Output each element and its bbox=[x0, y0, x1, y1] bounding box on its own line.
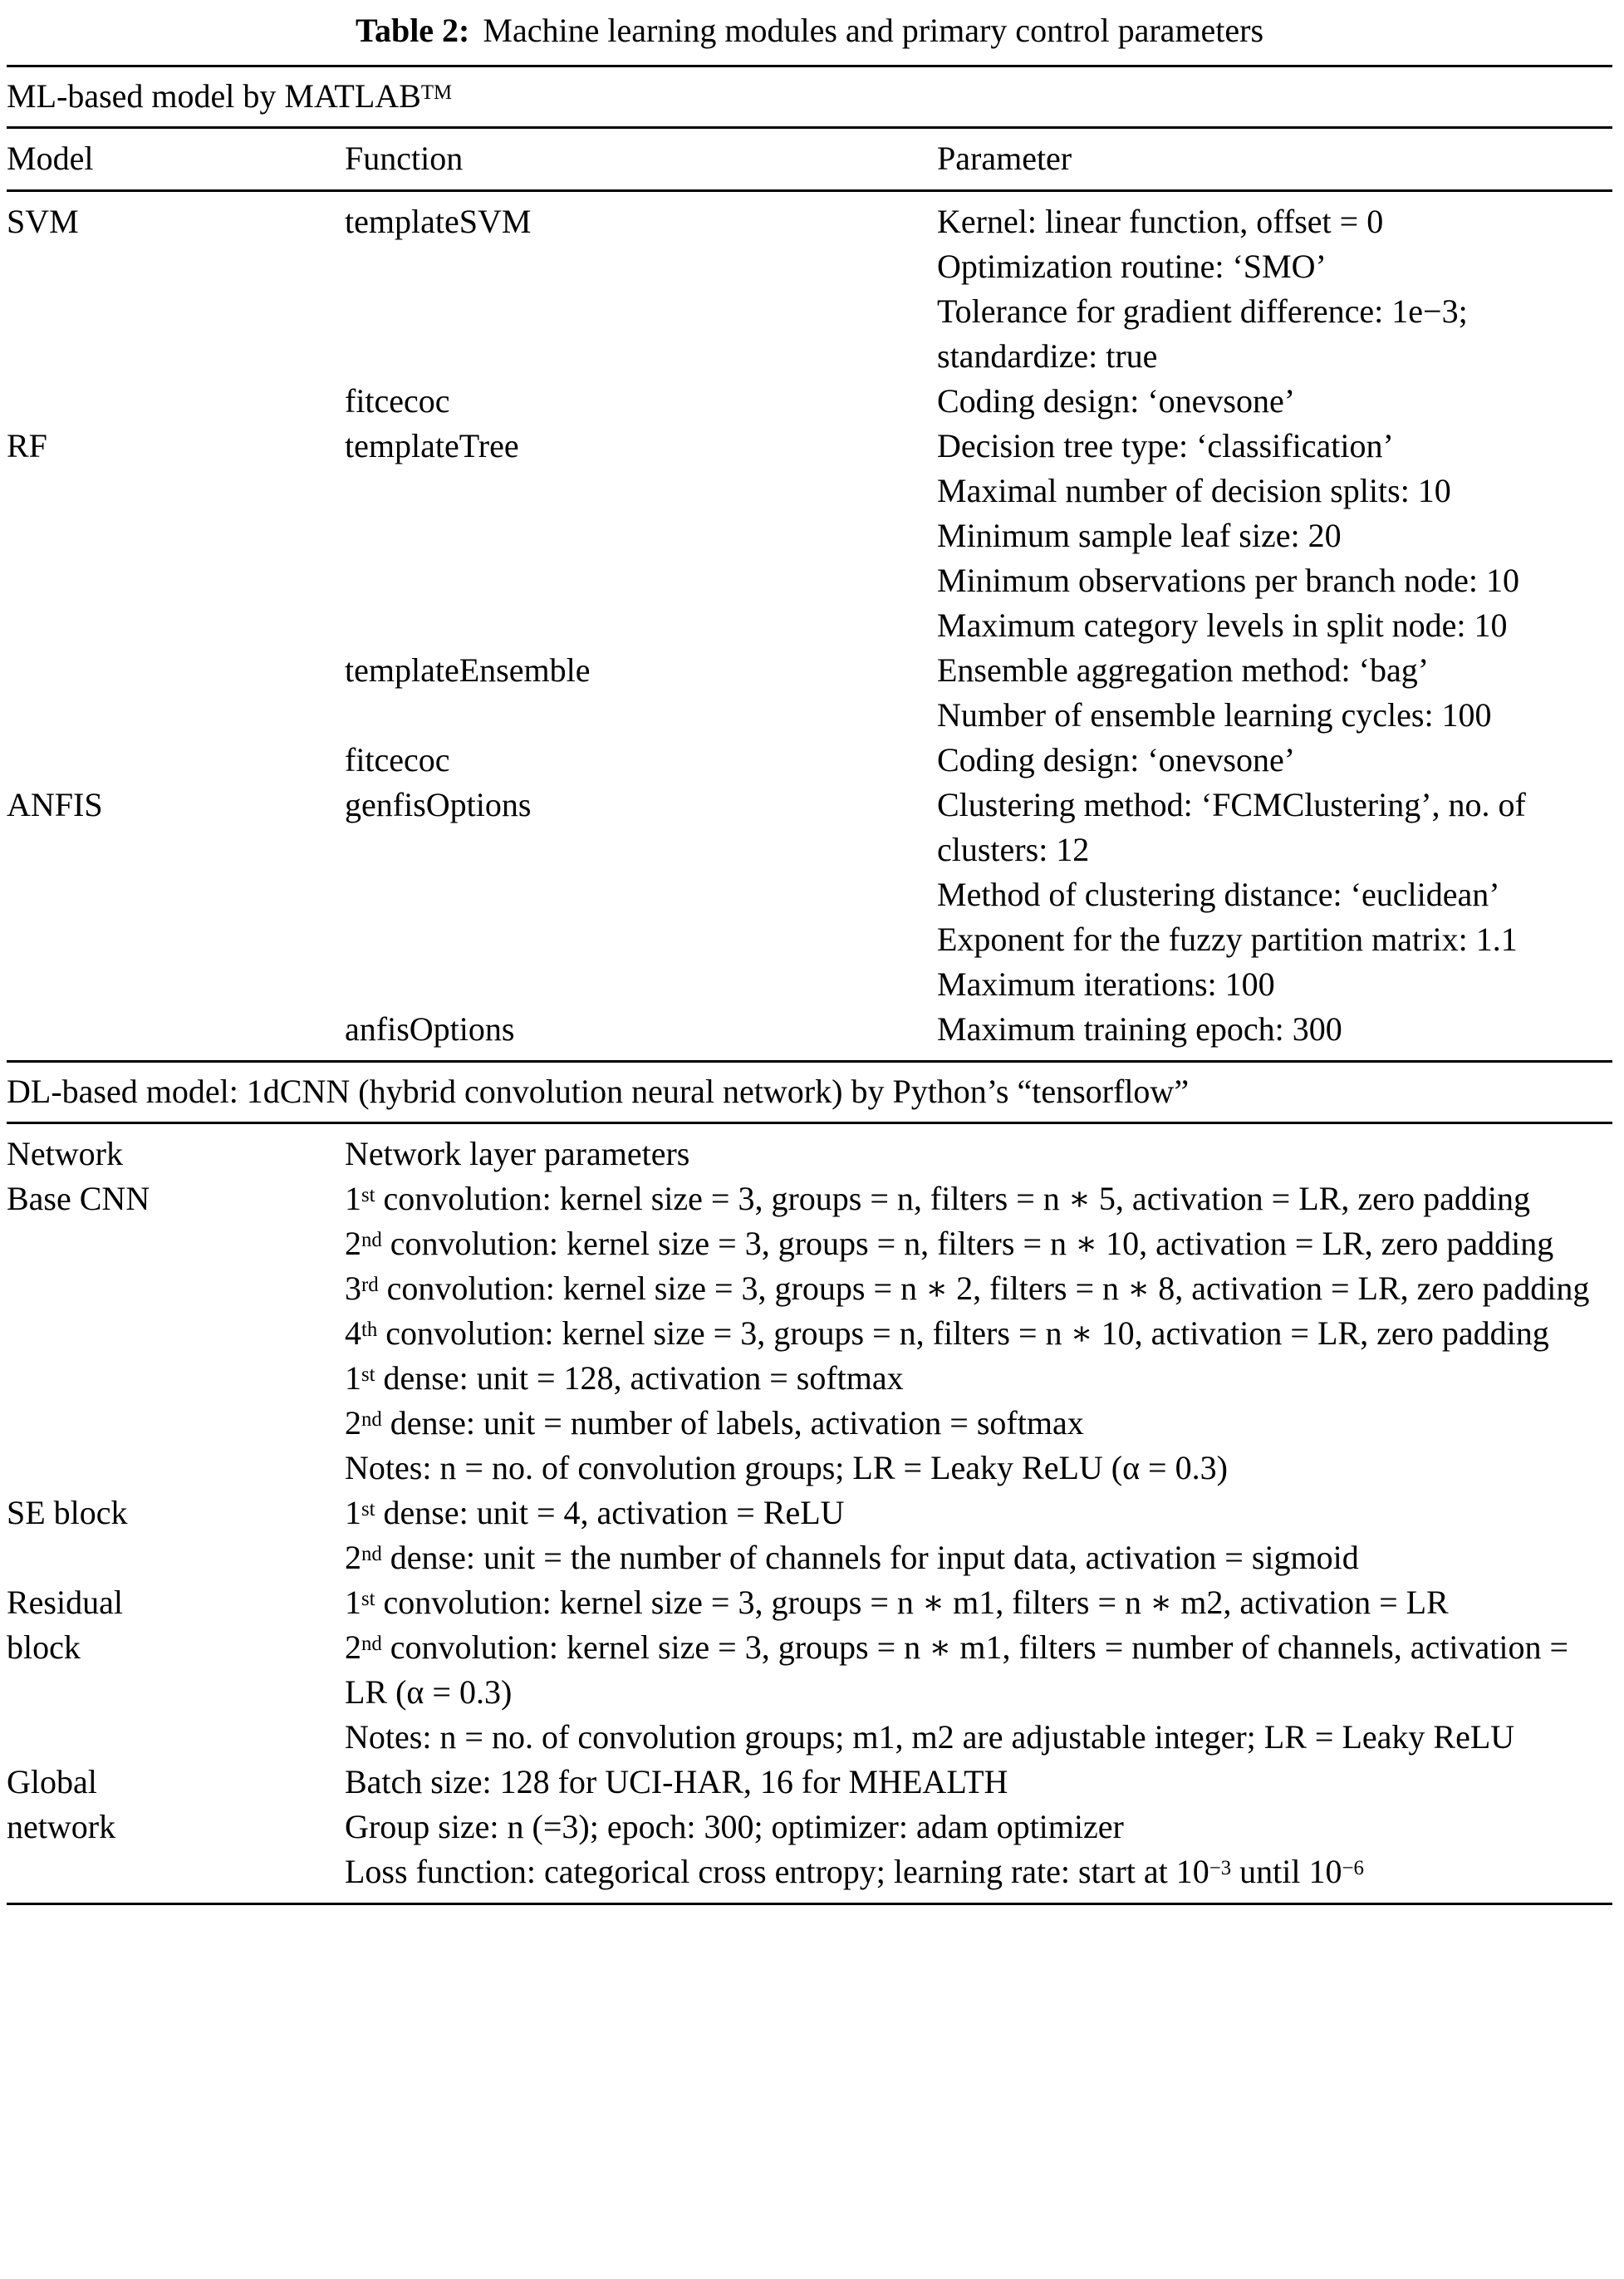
dl-table-body bbox=[7, 1124, 1612, 1903]
function-cell: templateSVM bbox=[345, 203, 532, 240]
model-cell bbox=[7, 648, 345, 738]
parameter-line: Maximum iterations: 100 bbox=[937, 965, 1275, 1003]
parameter-line: 2nd dense: unit = number of labels, activation = softmax bbox=[345, 1404, 1084, 1442]
network-cell: Residual block bbox=[7, 1584, 123, 1666]
table-row-se-block bbox=[7, 1491, 1612, 1580]
table-number-label: Table 2: bbox=[355, 12, 470, 49]
parameter-cell bbox=[345, 1176, 1612, 1491]
model-cell bbox=[7, 1007, 345, 1052]
model-cell bbox=[7, 379, 345, 424]
parameter-line: 1st dense: unit = 4, activation = ReLU bbox=[345, 1494, 845, 1531]
model-cell: RF bbox=[7, 427, 47, 464]
parameter-line: Decision tree type: ‘classification’ bbox=[937, 427, 1394, 464]
parameter-line: Maximum category levels in split node: 10 bbox=[937, 607, 1508, 644]
parameter-line: Notes: n = no. of convolution groups; m1, m2 are adjustable integer; LR = Leaky ReLU bbox=[345, 1718, 1515, 1756]
rule-bottom bbox=[7, 1903, 1612, 1905]
model-cell: ANFIS bbox=[7, 786, 103, 823]
table-caption-text: Machine learning modules and primary control parameters bbox=[483, 12, 1264, 49]
table-row-anfis-anfisoptions bbox=[7, 1007, 1612, 1052]
parameter-cell bbox=[345, 1580, 1612, 1760]
ml-column-header-row bbox=[7, 129, 1612, 189]
function-cell: templateTree bbox=[345, 427, 519, 464]
parameter-line: Notes: n = no. of convolution groups; LR = Leaky ReLU (α = 0.3) bbox=[345, 1449, 1228, 1486]
parameter-cell bbox=[345, 1491, 1612, 1580]
parameter-line: Group size: n (=3); epoch: 300; optimizer: adam optimizer bbox=[345, 1808, 1124, 1845]
table-caption bbox=[7, 7, 1612, 65]
parameter-cell bbox=[937, 1007, 1612, 1052]
parameter-line: Optimization routine: ‘SMO’ bbox=[937, 248, 1327, 285]
col-header-model: Model bbox=[7, 140, 94, 177]
table-row-svm-templatesvm bbox=[7, 199, 1612, 379]
network-cell: Global network bbox=[7, 1763, 116, 1845]
parameter-cell bbox=[345, 1760, 1612, 1894]
parameter-line: Number of ensemble learning cycles: 100 bbox=[937, 696, 1492, 734]
table-row-anfis-genfisoptions bbox=[7, 783, 1612, 1007]
network-cell: SE block bbox=[7, 1494, 128, 1531]
function-cell: genfisOptions bbox=[345, 786, 532, 823]
dl-column-header-row bbox=[7, 1132, 1612, 1176]
ml-section-header: ML-based model by MATLAB™ bbox=[7, 77, 453, 115]
parameter-line: 2nd convolution: kernel size = 3, groups = n ∗ m1, filters = number of channels, activation = LR (α = 0.3) bbox=[345, 1628, 1569, 1711]
parameter-line: Ensemble aggregation method: ‘bag’ bbox=[937, 651, 1430, 689]
parameter-cell bbox=[937, 424, 1612, 648]
parameter-line: 2nd convolution: kernel size = 3, groups = n, filters = n ∗ 10, activation = LR, zero padding bbox=[345, 1225, 1554, 1262]
function-cell: templateEnsemble bbox=[345, 651, 591, 689]
parameter-line: Minimum sample leaf size: 20 bbox=[937, 517, 1342, 554]
parameter-line: 1st convolution: kernel size = 3, groups = n, filters = n ∗ 5, activation = LR, zero padding bbox=[345, 1180, 1531, 1217]
col-header-function: Function bbox=[345, 140, 464, 177]
parameter-line: 2nd dense: unit = the number of channels for input data, activation = sigmoid bbox=[345, 1539, 1359, 1576]
parameter-line: Minimum observations per branch node: 10 bbox=[937, 562, 1519, 599]
parameter-line: Maximum training epoch: 300 bbox=[937, 1010, 1342, 1048]
parameter-line: Coding design: ‘onevsone’ bbox=[937, 741, 1296, 778]
dl-section-header: DL-based model: 1dCNN (hybrid convolution neural network) by Python’s “tensorflow” bbox=[7, 1073, 1190, 1110]
parameter-cell bbox=[937, 199, 1612, 379]
network-cell: Base CNN bbox=[7, 1180, 150, 1217]
parameter-line: 3rd convolution: kernel size = 3, groups = n ∗ 2, filters = n ∗ 8, activation = LR, zero padding bbox=[345, 1270, 1590, 1307]
function-cell: anfisOptions bbox=[345, 1010, 515, 1048]
parameter-line: 1st dense: unit = 128, activation = softmax bbox=[345, 1359, 904, 1397]
parameter-line: 1st convolution: kernel size = 3, groups = n ∗ m1, filters = n ∗ m2, activation = LR bbox=[345, 1584, 1449, 1621]
parameter-cell bbox=[937, 648, 1612, 738]
parameter-line: Kernel: linear function, offset = 0 bbox=[937, 203, 1384, 240]
table-row-base-cnn bbox=[7, 1176, 1612, 1491]
parameter-line: Coding design: ‘onevsone’ bbox=[937, 382, 1296, 420]
model-cell bbox=[7, 738, 345, 783]
parameter-line: Loss function: categorical cross entropy; learning rate: start at $10^{-3}$ until $10^{-6}$ bbox=[345, 1853, 1364, 1890]
parameter-line: Tolerance for gradient difference: 1e−3; standardize: true bbox=[937, 292, 1468, 375]
table-row-global-network bbox=[7, 1760, 1612, 1894]
table-row-residual-block bbox=[7, 1580, 1612, 1760]
table-row-rf-templateensemble bbox=[7, 648, 1612, 738]
function-cell: fitcecoc bbox=[345, 382, 450, 420]
model-cell: SVM bbox=[7, 203, 79, 240]
parameter-line: Clustering method: ‘FCMClustering’, no. of clusters: 12 bbox=[937, 786, 1526, 868]
parameter-line: 4th convolution: kernel size = 3, groups = n, filters = n ∗ 10, activation = LR, zero padding bbox=[345, 1314, 1549, 1352]
parameter-line: Batch size: 128 for UCI-HAR, 16 for MHEALTH bbox=[345, 1763, 1008, 1800]
parameter-cell bbox=[937, 379, 1612, 424]
table-row-rf-templatetree bbox=[7, 424, 1612, 648]
table-row-svm-fitcecoc bbox=[7, 379, 1612, 424]
col-header-network-layer-parameters: Network layer parameters bbox=[345, 1135, 690, 1172]
parameter-line: Exponent for the fuzzy partition matrix: 1.1 bbox=[937, 921, 1518, 958]
col-header-parameter: Parameter bbox=[937, 140, 1072, 177]
col-header-network: Network bbox=[7, 1135, 123, 1172]
parameter-line: Maximal number of decision splits: 10 bbox=[937, 472, 1451, 509]
function-cell: fitcecoc bbox=[345, 741, 450, 778]
ml-table-body bbox=[7, 192, 1612, 1060]
parameter-line: Method of clustering distance: ‘euclidean’ bbox=[937, 876, 1500, 913]
parameter-cell bbox=[937, 738, 1612, 783]
table-row-rf-fitcecoc bbox=[7, 738, 1612, 783]
parameter-cell bbox=[937, 783, 1612, 1007]
